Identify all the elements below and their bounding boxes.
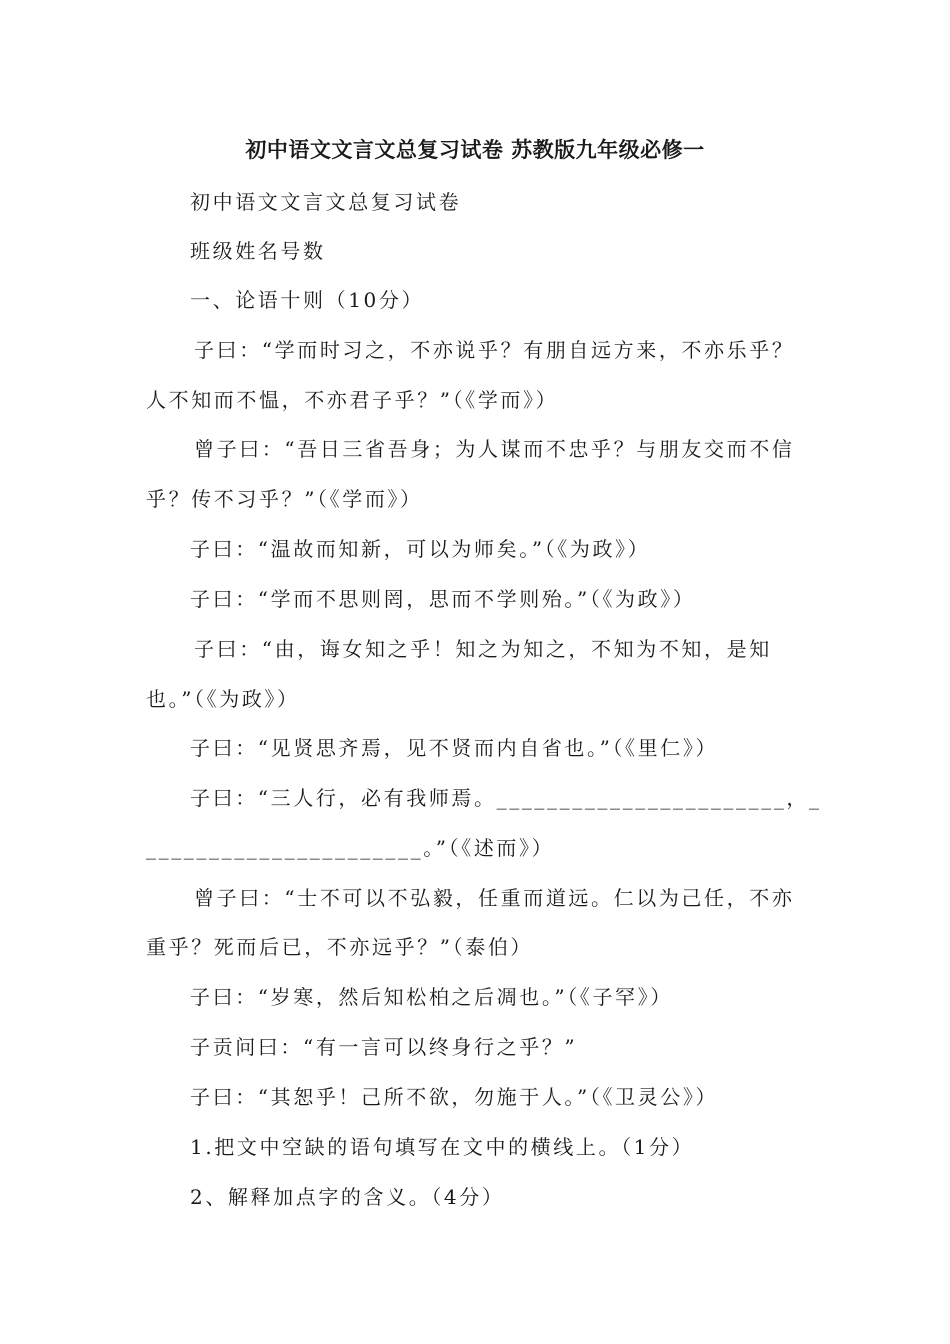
text-line: 乎？传不习乎？”（《学而》） bbox=[146, 487, 423, 511]
student-info-line: 班级姓名号数 bbox=[190, 239, 326, 263]
question-2: 2、解释加点字的含义。（4分） bbox=[190, 1185, 505, 1209]
text-line: 子曰：“见贤思齐焉，见不贤而内自省也。”（《里仁》） bbox=[190, 736, 719, 760]
text-line: 子曰：“由，诲女知之乎！知之为知之，不知为不知，是知 bbox=[194, 637, 772, 661]
fill-in-line: 子曰：“三人行，必有我师焉。_______________________，_ bbox=[190, 786, 822, 810]
subtitle-line: 初中语文文言文总复习试卷 bbox=[190, 190, 462, 214]
text-line: 重乎？死而后已，不亦远乎？”（泰伯） bbox=[146, 935, 534, 959]
text-line: 子曰：“岁寒，然后知松柏之后凋也。”（《子罕》） bbox=[190, 985, 673, 1009]
question-1: 1.把文中空缺的语句填写在文中的横线上。（1分） bbox=[190, 1135, 695, 1159]
document-title: 初中语文文言文总复习试卷 苏教版九年级必修一 bbox=[245, 138, 705, 162]
section-heading: 一、论语十则（10分） bbox=[190, 288, 425, 312]
text-line: 子曰：“其恕乎！己所不欲，勿施于人。”（《卫灵公》） bbox=[190, 1085, 719, 1109]
text-line: 曾子曰：“吾日三省吾身；为人谋而不忠乎？与朋友交而不信 bbox=[194, 437, 795, 461]
text-line: 子曰：“学而时习之，不亦说乎？有朋自远方来，不亦乐乎？ bbox=[194, 338, 795, 362]
fill-in-line: ______________________。”（《述而》） bbox=[146, 836, 555, 860]
text-line: 子曰：“学而不思则罔，思而不学则殆。”（《为政》） bbox=[190, 587, 696, 611]
text-line: 人不知而不愠，不亦君子乎？”（《学而》） bbox=[146, 388, 559, 412]
text-line: 曾子曰：“士不可以不弘毅，任重而道远。仁以为己任，不亦 bbox=[194, 886, 795, 910]
text-line: 也。”（《为政》） bbox=[146, 687, 300, 711]
text-line: 子曰：“温故而知新，可以为师矣。”（《为政》） bbox=[190, 537, 651, 561]
text-line: 子贡问曰：“有一言可以终身行之乎？” bbox=[190, 1035, 578, 1059]
